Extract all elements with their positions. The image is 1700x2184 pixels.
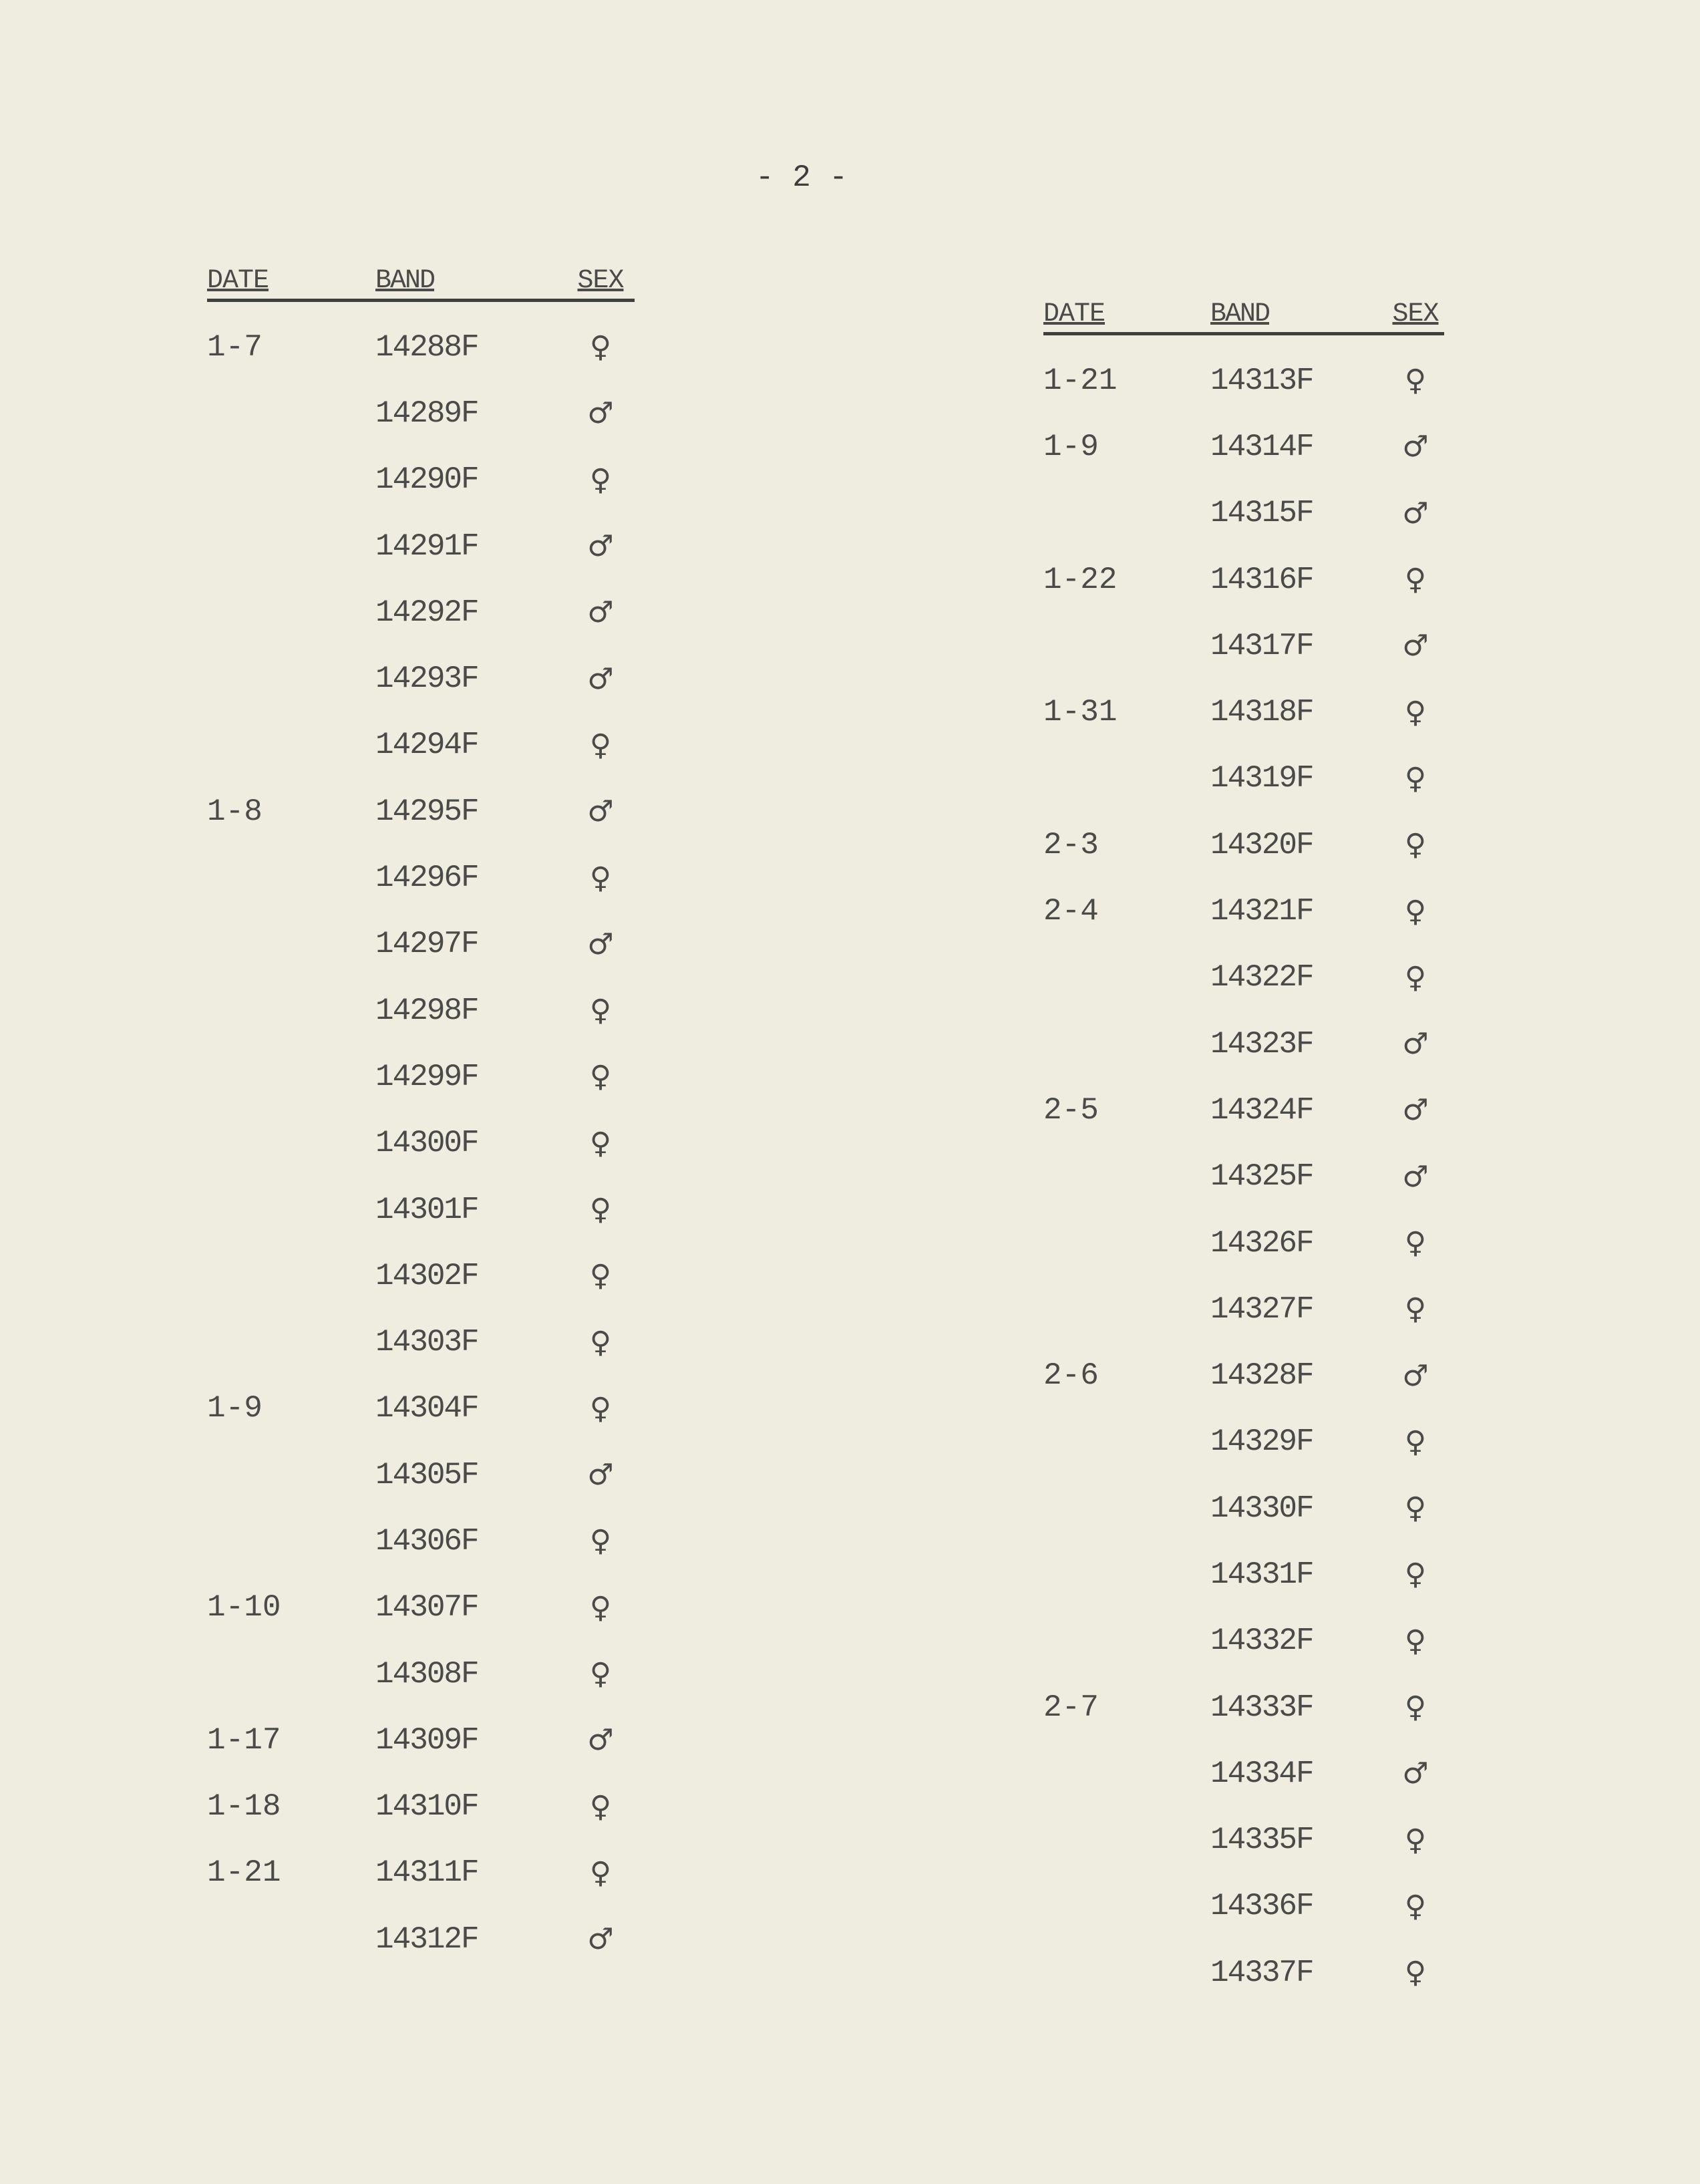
table-row	[1043, 1144, 1444, 1210]
sex-cell: ♀	[1404, 563, 1427, 597]
date-cell: 1-18	[207, 1789, 281, 1825]
sex-cell: ♂	[1402, 1358, 1429, 1393]
band-cell: 14292F	[375, 595, 478, 630]
sex-cell: ♂	[587, 595, 614, 630]
table-row	[207, 1707, 635, 1773]
band-cell: 14319F	[1210, 761, 1313, 796]
sex-cell: ♀	[1404, 1226, 1427, 1260]
sex-cell: ♂	[587, 396, 614, 431]
table-row	[1043, 1939, 1444, 2006]
table-row	[1043, 945, 1444, 1011]
sex-cell: ♀	[589, 1855, 612, 1890]
band-cell: 14317F	[1210, 628, 1313, 663]
table-row	[207, 1044, 635, 1110]
band-cell: 14326F	[1210, 1225, 1313, 1261]
sex-cell: ♂	[1402, 430, 1429, 464]
band-cell: 14314F	[1210, 429, 1313, 464]
sex-cell: ♀	[1404, 1623, 1427, 1658]
table-row	[1043, 1674, 1444, 1740]
sex-cell: ♀	[1404, 828, 1427, 863]
date-cell: 1-22	[1043, 562, 1118, 597]
table-row	[1043, 347, 1444, 414]
sex-cell: ♂	[1402, 1159, 1429, 1194]
band-cell: 14299F	[375, 1059, 478, 1094]
table-row	[207, 1774, 635, 1840]
date-cell: 1-21	[1043, 363, 1118, 398]
sex-cell: ♂	[1402, 1093, 1429, 1128]
sex-cell: ♀	[1404, 1292, 1427, 1327]
sex-cell: ♂	[1402, 629, 1429, 663]
sex-cell: ♀	[589, 861, 612, 895]
sex-cell: ♂	[587, 1723, 614, 1758]
right-band-table	[1043, 299, 1444, 2006]
table-row	[207, 977, 635, 1044]
table-row	[1043, 1210, 1444, 1276]
table-row	[1043, 746, 1444, 812]
sex-cell: ♀	[589, 993, 612, 1028]
table-row	[207, 380, 635, 446]
table-row	[207, 1840, 635, 1906]
band-cell: 14307F	[375, 1590, 478, 1625]
sex-cell: ♂	[587, 1458, 614, 1493]
band-cell: 14302F	[375, 1258, 478, 1293]
band-cell: 14297F	[375, 927, 478, 962]
sex-cell: ♀	[589, 1524, 612, 1559]
table-row	[207, 1309, 635, 1375]
band-cell: 14308F	[375, 1656, 478, 1692]
band-header: BAND	[1210, 299, 1270, 329]
date-cell: 1-8	[207, 794, 263, 829]
sex-cell: ♀	[589, 1259, 612, 1293]
table-row	[1043, 1077, 1444, 1143]
sex-cell: ♀	[589, 1789, 612, 1824]
date-cell: 2-3	[1043, 827, 1099, 863]
date-cell: 1-21	[207, 1855, 281, 1891]
sex-cell: ♂	[587, 661, 614, 696]
right-table-body	[1043, 347, 1444, 2006]
band-cell: 14301F	[375, 1192, 478, 1227]
band-cell: 14335F	[1210, 1823, 1313, 1858]
sex-cell: ♀	[1404, 1557, 1427, 1592]
sex-cell: ♀	[589, 462, 612, 497]
table-row	[207, 1575, 635, 1641]
table-row	[207, 314, 635, 380]
left-band-table	[207, 266, 635, 1972]
date-cell: 1-9	[1043, 429, 1099, 464]
table-row	[207, 447, 635, 513]
sex-cell: ♀	[1404, 1956, 1427, 1990]
table-header	[1043, 299, 1444, 335]
sex-cell: ♀	[1404, 1690, 1427, 1725]
table-row	[1043, 878, 1444, 944]
band-cell: 14291F	[375, 528, 478, 564]
table-row	[1043, 547, 1444, 613]
band-cell: 14298F	[375, 993, 478, 1028]
band-cell: 14325F	[1210, 1159, 1313, 1195]
sex-cell: ♂	[587, 927, 614, 961]
sex-cell: ♀	[1404, 960, 1427, 995]
band-cell: 14300F	[375, 1126, 478, 1161]
band-cell: 14328F	[1210, 1358, 1313, 1394]
band-cell: 14321F	[1210, 894, 1313, 929]
sex-cell: ♂	[1402, 496, 1429, 530]
sex-cell: ♂	[587, 1922, 614, 1957]
table-row	[207, 712, 635, 778]
band-cell: 14310F	[375, 1789, 478, 1825]
date-cell: 2-6	[1043, 1358, 1099, 1394]
band-cell: 14312F	[375, 1921, 478, 1957]
sex-cell: ♀	[589, 1193, 612, 1227]
band-cell: 14316F	[1210, 562, 1313, 597]
band-cell: 14315F	[1210, 496, 1313, 531]
band-cell: 14289F	[375, 396, 478, 431]
band-cell: 14337F	[1210, 1955, 1313, 1990]
sex-cell: ♀	[1404, 761, 1427, 796]
sex-cell: ♀	[1404, 1889, 1427, 1923]
band-cell: 14324F	[1210, 1092, 1313, 1128]
table-row	[1043, 1807, 1444, 1873]
band-cell: 14294F	[375, 728, 478, 763]
band-cell: 14311F	[375, 1855, 478, 1891]
band-cell: 14330F	[1210, 1491, 1313, 1526]
sex-cell: ♀	[1404, 1424, 1427, 1459]
sex-cell: ♂	[587, 794, 614, 829]
table-header	[207, 266, 635, 302]
band-cell: 14306F	[375, 1523, 478, 1559]
table-row	[207, 1442, 635, 1508]
sex-cell: ♀	[589, 1325, 612, 1360]
left-table-body	[207, 314, 635, 1972]
table-row	[1043, 1608, 1444, 1674]
sex-cell: ♀	[589, 1060, 612, 1094]
date-header: DATE	[207, 266, 269, 296]
band-cell: 14320F	[1210, 827, 1313, 863]
table-row	[1043, 1873, 1444, 1939]
date-cell: 1-31	[1043, 695, 1118, 730]
band-cell: 14334F	[1210, 1756, 1313, 1791]
table-row	[1043, 1011, 1444, 1077]
date-header: DATE	[1043, 299, 1106, 329]
table-row	[207, 1110, 635, 1177]
page-number: - 2 -	[755, 160, 848, 195]
band-cell: 14333F	[1210, 1690, 1313, 1725]
sex-cell: ♀	[589, 1657, 612, 1692]
band-cell: 14295F	[375, 794, 478, 829]
table-row	[1043, 414, 1444, 480]
table-row	[1043, 679, 1444, 745]
sex-cell: ♀	[1404, 695, 1427, 730]
table-row	[207, 1177, 635, 1243]
table-row	[207, 645, 635, 712]
band-cell: 14336F	[1210, 1889, 1313, 1924]
band-cell: 14304F	[375, 1391, 478, 1426]
table-row	[1043, 1409, 1444, 1475]
table-row	[1043, 1276, 1444, 1342]
sex-header: SEX	[1392, 299, 1439, 329]
band-cell: 14332F	[1210, 1623, 1313, 1659]
band-cell: 14331F	[1210, 1557, 1313, 1592]
band-cell: 14318F	[1210, 695, 1313, 730]
sex-cell: ♀	[1404, 1823, 1427, 1857]
table-row	[207, 513, 635, 579]
sex-header: SEX	[577, 266, 624, 296]
band-cell: 14322F	[1210, 960, 1313, 995]
band-cell: 14323F	[1210, 1026, 1313, 1062]
date-cell: 2-5	[1043, 1092, 1099, 1128]
table-row	[1043, 812, 1444, 878]
table-row	[207, 1906, 635, 1972]
sex-cell: ♀	[589, 1126, 612, 1160]
sex-cell: ♀	[1404, 894, 1427, 929]
sex-cell: ♂	[587, 529, 614, 564]
sex-cell: ♀	[1404, 363, 1427, 398]
date-cell: 2-7	[1043, 1690, 1099, 1725]
table-row	[1043, 480, 1444, 547]
table-row	[207, 778, 635, 844]
sex-cell: ♀	[589, 1391, 612, 1426]
sex-cell: ♀	[589, 330, 612, 365]
band-cell: 14288F	[375, 329, 478, 365]
table-row	[207, 1243, 635, 1309]
band-cell: 14305F	[375, 1457, 478, 1493]
table-row	[207, 1641, 635, 1707]
table-row	[207, 844, 635, 911]
band-cell: 14309F	[375, 1722, 478, 1758]
band-cell: 14296F	[375, 861, 478, 896]
band-cell: 14293F	[375, 661, 478, 697]
band-cell: 14290F	[375, 462, 478, 498]
table-row	[1043, 613, 1444, 679]
date-cell: 1-9	[207, 1391, 263, 1426]
sex-cell: ♂	[1402, 1756, 1429, 1791]
band-cell: 14327F	[1210, 1291, 1313, 1327]
table-row	[207, 1376, 635, 1442]
date-cell: 2-4	[1043, 894, 1099, 929]
band-cell: 14303F	[375, 1325, 478, 1360]
sex-cell: ♀	[589, 1590, 612, 1625]
table-row	[1043, 1475, 1444, 1541]
table-row	[207, 911, 635, 977]
date-cell: 1-7	[207, 329, 263, 365]
table-row	[1043, 1740, 1444, 1807]
band-cell: 14329F	[1210, 1424, 1313, 1460]
table-row	[1043, 1541, 1444, 1607]
table-row	[207, 579, 635, 645]
sex-cell: ♀	[1404, 1491, 1427, 1526]
sex-cell: ♂	[1402, 1027, 1429, 1062]
date-cell: 1-17	[207, 1722, 281, 1758]
band-cell: 14313F	[1210, 363, 1313, 398]
table-row	[207, 1508, 635, 1574]
table-row	[1043, 1342, 1444, 1408]
date-cell: 1-10	[207, 1590, 281, 1625]
sex-cell: ♀	[589, 728, 612, 762]
band-header: BAND	[375, 266, 435, 296]
